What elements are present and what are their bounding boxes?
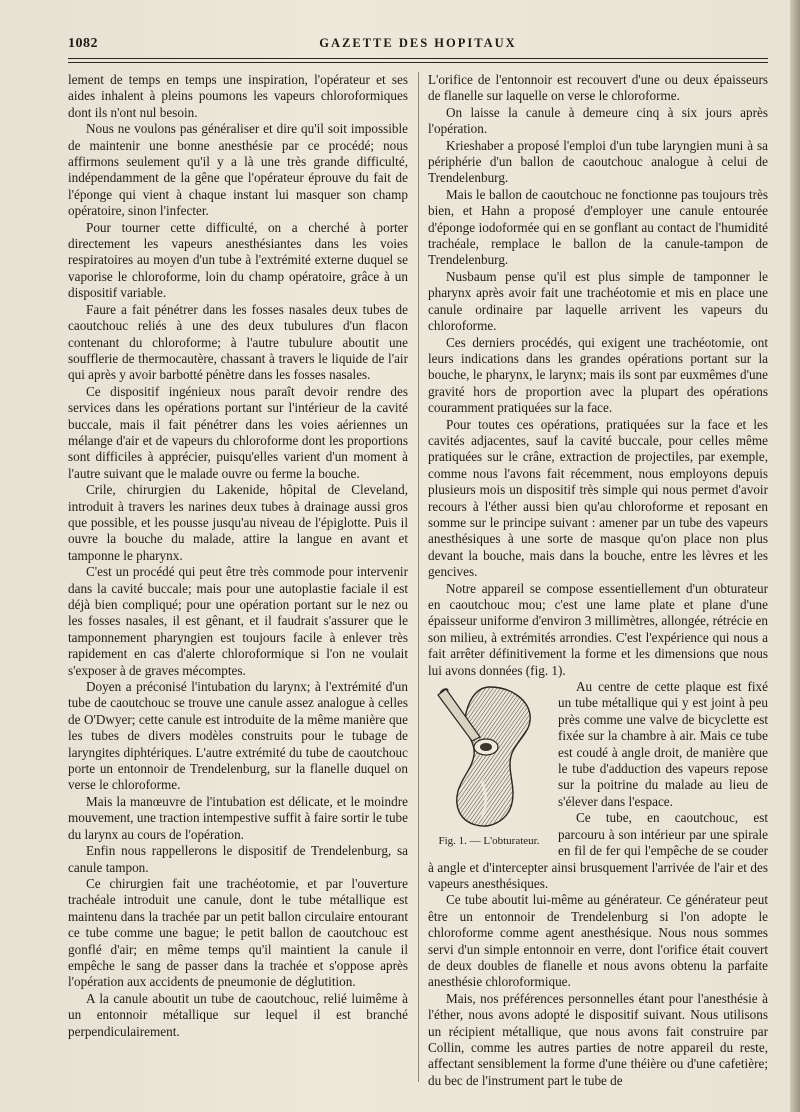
figure-1 xyxy=(428,681,550,848)
paragraph: Nusbaum pense qu'il est plus simple de tamponner le pharynx après avoir fait une trachéotomie et mis en place une canule ordinaire par laquelle arrivent les vapeurs du chloroforme. xyxy=(428,268,768,334)
paragraph: Mais la manœuvre de l'intubation est délicate, et le moindre mouvement, une traction intempestive suffit à faire sortir le tube du larynx au cours de l'opération. xyxy=(68,793,408,842)
paragraph: Ce dispositif ingénieux nous paraît devoir rendre des services dans les opérations portant sur l'intérieur de la cavité buccale, mais il fait pénétrer dans les voies aériennes un mélange d'air et de vapeurs du chloroforme dont les proportions sont difficiles à apprécier, puisqu'elles varient d'un moment à l'autre suivant que le malade ouvre ou ferme la bouche. xyxy=(68,383,408,481)
figure-caption: Fig. 1. — L'obturateur. xyxy=(438,835,540,848)
paragraph: Mais, nos préférences personnelles étant pour l'anesthésie à l'éther, nous avons adopté le dispositif suivant. Nous utilisons un récipient métallique, que nous avons fait construire par Collin, comme les autres parties de notre appareil du reste, affectant sensiblement la forme d'une théière ou d'une cafetière; du bec de l'instrument part le tube de xyxy=(428,990,768,1088)
journal-title: GAZETTE DES HOPITAUX xyxy=(319,36,517,50)
paragraph: Pour toutes ces opérations, pratiquées sur la face et les cavités adjacentes, sauf la cavité buccale, pour celles même pratiquées sur le crâne, extraction de projectiles, par exemple, comme nous l'avons fait récemment, nous employons depuis plusieurs mois un dispositif très simple qui nous permet d'avoir recours à l'éther aussi bien qu'au chloroforme et reposant en somme sur le principe suivant : amener par un tube des vapeurs anesthésiques à une sorte de masque qu'on place non plus devant la bouche, mais dans la bouche, entre les lèvres et les gencives. xyxy=(428,416,768,580)
paragraph: Au centre de cette plaque est fixé un tube métallique qui y est joint à peu près comme une valve de bicyclette est fixée sur la chambre à air. Mais ce tube est coudé à angle droit, de manière que le tube d'adduction des vapeurs repose sur la poitrine du malade au lieu de s'élever dans l'espace. xyxy=(558,679,768,809)
paragraph: C'est un procédé qui peut être très commode pour intervenir dans la cavité buccale; mais pour une autoplastie faciale il est déjà bien compliqué; pour une opération portant sur le nez ou les fosses nasales, il est gênant, et il faudrait s'assurer que le tamponnement pharyngien est toujours facile à enlever très rapidement en cas d'alerte chloroformique si l'on ne voulait s'exposer à de graves mécomptes. xyxy=(68,564,408,678)
paragraph: lement de temps en temps une inspiration, l'opérateur et ses aides inhalent à pleins poumons les vapeurs chloroformiques dont ils n'ont nul besoin. xyxy=(68,72,408,120)
paragraph: Ces derniers procédés, qui exigent une trachéotomie, ont leurs indications dans les grandes opérations portant sur la bouche, le pharynx, le larynx; mais ils sont par euxmêmes d'une gravité hors de proportion avec la plupart des opérations couramment pratiquées sur la face. xyxy=(428,334,768,416)
page-edge xyxy=(790,0,800,1112)
paragraph: A la canule aboutit un tube de caoutchouc, relié luimême à un entonnoir métallique sur lequel il est branché perpendiculairement. xyxy=(68,990,408,1039)
paragraph: Ce chirurgien fait une trachéotomie, et par l'ouverture trachéale introduit une canule, dont le tube métallique est maintenu dans la trachée par un petit ballon circulaire entourant ce tube comme une bague; le petit ballon de caoutchouc est gonflé d'air; en même temps qu'il maintient la canule il empêche le sang de passer dans la trachée et s'oppose après l'opération aux accidents de pneumonie de déglutition. xyxy=(68,875,408,990)
page-number: 1082 xyxy=(68,36,98,51)
paragraph: Crile, chirurgien du Lakenide, hôpital de Cleveland, introduit à travers les narines deux tubes à drainage aussi gros que possible, et les pousse jusqu'au niveau de l'épiglotte. Puis il ouvre la bouche du malade, attire la langue en avant et tamponne le pharynx. xyxy=(68,482,408,563)
paragraph: On laisse la canule à demeure cinq à six jours après l'opération. xyxy=(428,104,768,137)
right-column xyxy=(428,72,768,1089)
paragraph: Notre appareil se compose essentiellement d'un obturateur en caoutchouc mou; c'est une lame plate et plane d'une épaisseur uniforme d'environ 3 millimètres, allongée, rétrécie en son milieu, à extrémités arrondies. C'est l'expérience qui nous a fait arrêter définitivement la forme et les dimensions que nous lui avons données (fig. 1). xyxy=(428,580,768,678)
paragraph: Enfin nous rappellerons le dispositif de Trendelenburg, sa canule tampon. xyxy=(68,843,408,875)
paragraph: Pour tourner cette difficulté, on a cherché à porter directement les vapeurs anesthésiantes dans les voies respiratoires au moyen d'un tube à l'extrémité externe duquel se vaporise le chloroforme, loin du champ opératoire, grâce à un dispositif variable. xyxy=(68,219,408,301)
obturator-illustration xyxy=(432,681,544,831)
paragraph: Mais le ballon de caoutchouc ne fonctionne pas toujours très bien, et Hahn a proposé d'employer une canule entourée d'éponge iodoformée qui en se gonflant au contact de l'humidité trachéale, remplace le ballon de la canule-tampon de Trendelenburg. xyxy=(428,186,768,268)
paragraph: Ce tube, en caoutchouc, est parcouru à son intérieur par une spirale en fil de fer qui l'empêche de se couder à angle et d'intercepter ainsi brusquement l'arrivée de l'air et des vapeurs anesthésiques. xyxy=(428,810,768,891)
header-rule xyxy=(68,58,768,59)
paragraph: Faure a fait pénétrer dans les fosses nasales deux tubes de caoutchouc reliés à une des deux tubulures d'un flacon contenant du chloroforme; à l'autre tubulure aboutit une soufflerie de thermocautère, chassant à travers le liquide de l'air qui après y avoir barbotté pénètre dans les fosses nasales. xyxy=(68,301,408,383)
left-column xyxy=(68,72,408,1040)
paragraph: Krieshaber a proposé l'emploi d'un tube laryngien muni à sa périphérie d'un ballon de caoutchouc analogue à celui de Trendelenburg. xyxy=(428,137,768,186)
paragraph: Nous ne voulons pas généraliser et dire qu'il soit impossible de maintenir une bonne anesthésie par ce procédé; nous affirmons seulement qu'il y a là une très grande difficulté, indépendamment de la gêne que l'opérateur éprouve du fait de l'éponge qui vient à chaque instant lui masquer son champ opératoire, sinon l'infecter. xyxy=(68,121,408,219)
header-rule-thin xyxy=(68,62,768,63)
page-header xyxy=(68,36,768,56)
column-divider xyxy=(418,72,419,1082)
paragraph: Doyen a préconisé l'intubation du larynx; à l'extrémité d'un tube de caoutchouc se trouve une canule assez analogue à celles de O'Dwyer; cette canule est introduite de la même manière que les tubes de divers modèles construits pour le tubage de laryngites diphtériques. L'autre extrémité du tube de caoutchouc porte un entonnoir de Trendelenburg, sur la flanelle duquel on verse le chloroforme. xyxy=(68,679,408,793)
paragraph: L'orifice de l'entonnoir est recouvert d'une ou deux épaisseurs de flanelle sur laquelle on verse le chloroforme. xyxy=(428,72,768,104)
paragraph: Ce tube aboutit lui-même au générateur. Ce générateur peut être un entonnoir de Trendelenburg si l'on adopte le chloroforme comme agent anesthésique. Nous nous sommes servi d'un simple entonnoir en verre, dont l'orifice était couvert de deux doubles de flanelle et nous avons obtenu la parfaite anesthésie chloroformique. xyxy=(428,892,768,990)
